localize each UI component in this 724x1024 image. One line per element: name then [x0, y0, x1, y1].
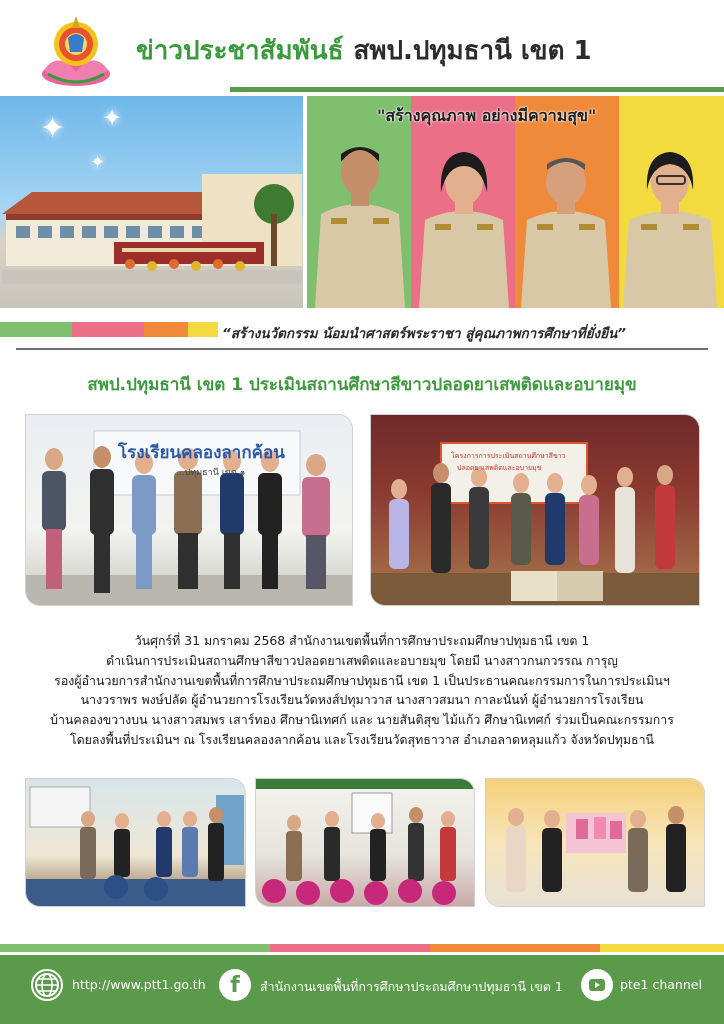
hero-banner — [0, 96, 724, 312]
page-title-office: สพป.ปทุมธานี เขต 1 — [353, 36, 592, 66]
news-body-line: นางวราพร พงษ์ปลัด ผู้อำนวยการโรงเรียนวัดหงส์ปทุมาวาส นางสาวสมนา กาละนันท์ ผู้อำนวยการโรงเรียน — [80, 692, 644, 708]
accent-strip-pink — [72, 322, 144, 337]
page-footer — [0, 955, 724, 1024]
executive-portrait — [311, 118, 409, 308]
school-sign-name: โรงเรียนคลองลากค้อน — [118, 443, 285, 463]
youtube-icon[interactable] — [581, 969, 613, 1001]
accent-strip-orange — [144, 322, 188, 337]
website-link[interactable]: http://www.ptt1.go.th — [72, 977, 206, 992]
footer-strip-green — [0, 944, 270, 952]
news-body — [20, 631, 704, 750]
committee-photo-illustration — [486, 779, 704, 906]
group-photo-illustration — [371, 415, 699, 605]
news-body-line: รองผู้อำนวยการสำนักงานเขตพื้นที่การศึกษาประถมศึกษาปทุมธานี เขต 1 เป็นประธานคณะกรรมการในการประเมินฯ — [54, 672, 670, 688]
page-title-primary: ข่าวประชาสัมพันธ์ — [136, 36, 344, 66]
news-body-line: โดยลงพื้นที่ประเมินฯ ณ โรงเรียนคลองลากค้อน และโรงเรียนวัดสุทธาวาส อำเภอลาดหลุมแก้ว จังหวัดปทุมธานี — [69, 731, 655, 747]
footer-strip-orange — [430, 944, 600, 952]
office-building-photo — [0, 96, 303, 308]
school-sign-subtitle: ...ปทุมธานี เขต ๑ — [176, 468, 246, 478]
sparkle-icon: ✦ — [102, 104, 123, 132]
page-header — [0, 0, 724, 96]
banner-slogan: "สร้างคุณภาพ อย่างมีความสุข" — [377, 106, 597, 125]
photo-committee-group — [486, 779, 704, 906]
motto-divider — [16, 348, 708, 350]
screen-title-line2: ปลอดยาเสพติดและอบายมุข — [457, 464, 542, 472]
youtube-channel-link[interactable]: pte1 channel — [620, 977, 702, 992]
classroom-photo-illustration — [26, 779, 245, 906]
news-headline: สพป.ปทุมธานี เขต 1 ประเมินสถานศึกษาสีขาวปลอดยาเสพติดและอบายมุข — [87, 375, 637, 395]
office-seal-emblem — [38, 10, 114, 88]
footer-strip-pink — [270, 944, 430, 952]
header-divider — [230, 87, 724, 92]
sparkle-icon: ✦ — [90, 152, 106, 173]
sparkle-icon: ✦ — [40, 111, 66, 146]
building-illustration — [2, 174, 302, 284]
globe-icon — [31, 969, 63, 1001]
facebook-icon[interactable]: f — [219, 969, 251, 1001]
screen-title-line1: โครงการการประเมินสถานศึกษาสีขาว — [451, 452, 566, 460]
photo-anti-drug-gesture-group — [371, 415, 699, 605]
office-motto: “สร้างนวัตกรรม น้อมนำศาสตร์พระราชา สู่คุณภาพการศึกษาที่ยั่งยืน” — [222, 326, 626, 342]
photo-classroom-visit — [26, 779, 245, 906]
news-body-line: วันศุกร์ที่ 31 มกราคม 2568 สำนักงานเขตพื้นที่การศึกษาประถมศึกษาปทุมธานี เขต 1 — [134, 633, 590, 648]
footer-strip-yellow — [600, 944, 724, 952]
photo-school-visit-group — [26, 415, 352, 605]
news-body-line: ดำเนินการประเมินสถานศึกษาสีขาวปลอดยาเสพติดและอบายมุข โดยมี นางสาวกนกวรรณ การุญ — [106, 652, 618, 668]
accent-strip-green — [0, 322, 72, 337]
executive-portrait — [517, 132, 615, 308]
photo-students-classroom — [256, 779, 474, 906]
executive-portrait — [619, 132, 721, 308]
news-body-line: บ้านคลองขวางบน นางสาวสมพร เสาร์ทอง ศึกษานิเทศก์ และ นายสันติสุข ไม้แก้ว ศึกษานิเทศก์ ร่วมเป็นคณะกรรมการ — [50, 712, 674, 728]
facebook-page-link[interactable]: สำนักงานเขตพื้นที่การศึกษาประถมศึกษาปทุมธานี เขต 1 — [260, 979, 563, 994]
executive-portrait — [415, 132, 513, 308]
students-photo-illustration — [256, 779, 474, 906]
accent-strip-yellow — [188, 322, 218, 337]
